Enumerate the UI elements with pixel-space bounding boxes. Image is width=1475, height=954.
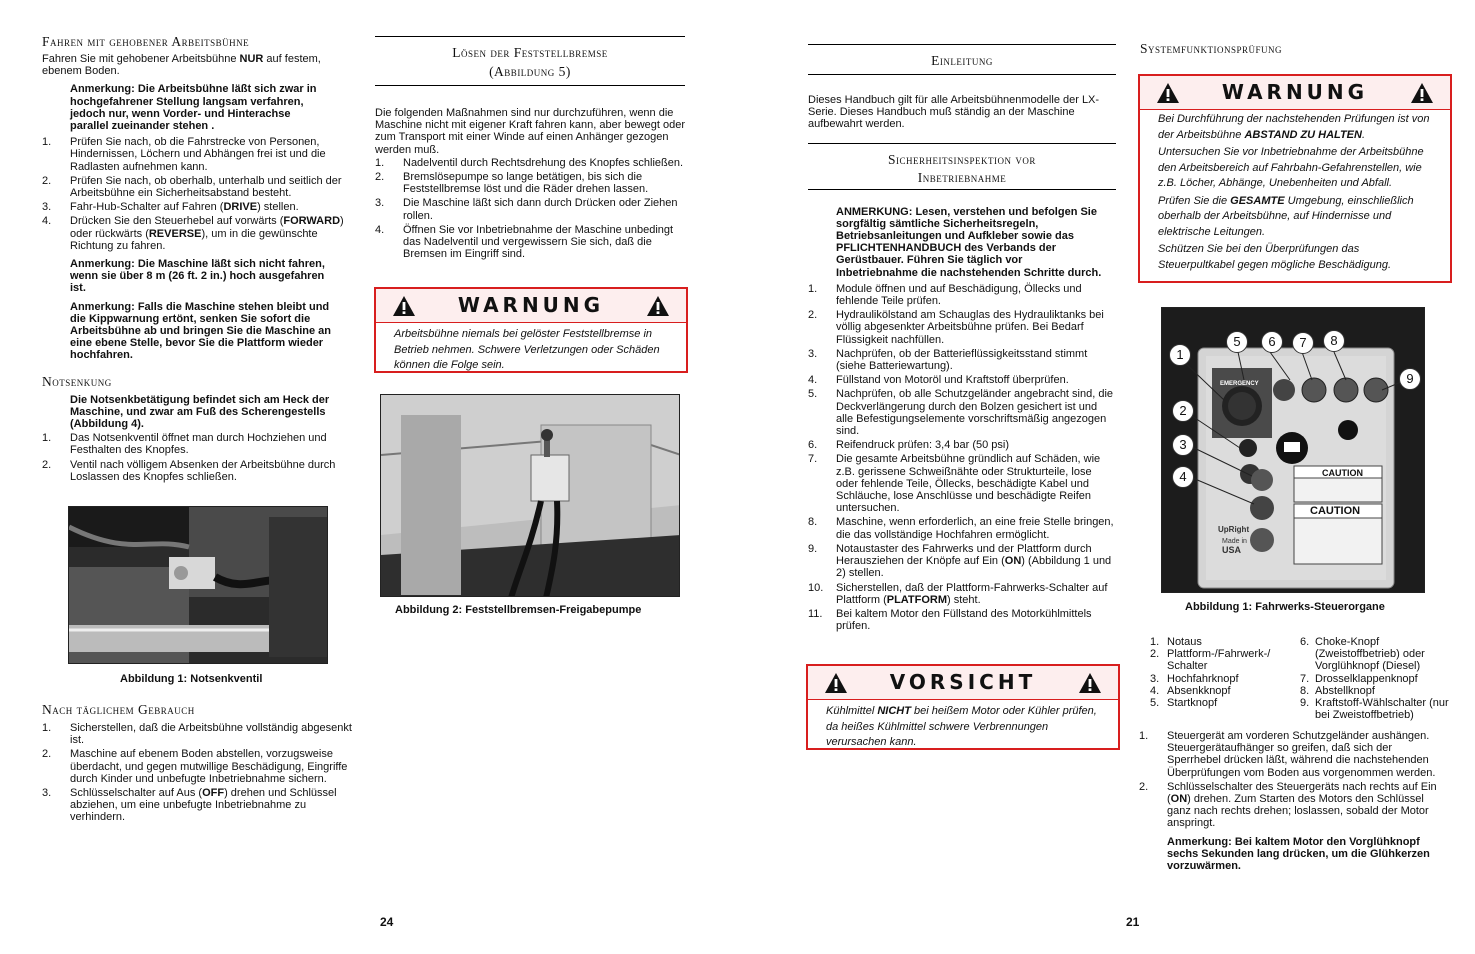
heading-nach-gebrauch: Nach täglichem Gebrauch [42,702,195,717]
caution-text: Kühlmittel NICHT bei heißem Motor oder Kühler prüfen, da heißes Kühlmittel schwere Verbrennungen verursachen kann. [826,705,1097,748]
warning-box-system [1138,74,1452,283]
list-item: 5. Nachprüfen, ob alle Schutzgeländer angebracht sind, die Deckverlängerung durch den Bolzen gesichert ist und alle Befestigungselemente vorschriftsmäßig angezogen sind. [808,388,1114,438]
right-column-2-bottom [1139,730,1447,872]
callout-8: 8 [1323,330,1345,352]
list-item: 6. Reifendruck prüfen: 3,4 bar (50 psi) [808,439,1010,452]
caption-notsenkventil: Abbildung 1: Notsenkventil [120,673,263,685]
legend-item: 7. Drosselklappenknopf [1300,672,1418,685]
list-item: 1. Prüfen Sie nach, ob die Fahrstrecke von Personen, Hindernissen, Löchern und Abhängen frei ist und die Radlasten aufnehmen kann. [42,136,326,173]
legend-item: 5. Startknopf [1150,697,1218,710]
heading-systemfunktion: Systemfunktionsprüfung [1140,41,1283,56]
caption-bremsfreigabepumpe: Abbildung 2: Feststellbremsen-Freigabepumpe [395,604,642,616]
callout-7: 7 [1292,332,1314,354]
fahren-note-3: Anmerkung: Falls die Maschine stehen bleibt und die Kippwarnung ertönt, senken Sie sofort die Arbeitsbühne ab und bringen Sie die Maschine an eine ebene Stelle, bevor Sie die Plattform wieder hochfahren. [70,300,331,362]
inspektion-note: ANMERKUNG: Lesen, verstehen und befolgen Sie sorgfältig sämtliche Sicherheitsregeln, Betriebsanleitungen und Aufkleber sowie das PFLICHTENHANDBUCH des Verbands der Gerüstbauer. Führen Sie täglich vor Inbetriebnahme die nachstehenden Schritte durch. [836,205,1102,279]
list-item: 1. Steuergerät am vorderen Schutzgeländer aushängen. Steuergerätaufhänger so greifen, daß sich der Sperrhebel drücken läßt, während die nachstehenden Überprüfungen vom Boden aus vorgenommen werden. [1139,730,1436,779]
right-column-1 [808,44,1116,632]
legend-left [1150,636,1290,709]
list-item: 1. Das Notsenkventil öffnet man durch Hochziehen und Festhalten des Knopfes. [42,432,327,457]
caution-label-1: CAUTION [1322,468,1363,478]
photo-notsenkventil [68,506,328,664]
legend-item: 6. Choke-Knopf (Zweistoffbetrieb) oder Vorglühknopf (Diesel) [1300,636,1425,673]
fahren-note-1: Anmerkung: Die Arbeitsbühne läßt sich zwar in hochgefahrener Stellung langsam verfahren, jedoch nur, wenn Vorder- und Hinterachse parallel zueinander stehen . [70,83,317,133]
heading-loesen: Lösen der Feststellbremse (Abbildung 5) [452,45,608,79]
list-item: 2. Bremslösepumpe so lange betätigen, bis sich die Feststellbremse löst und die Räder drehen lassen. [375,171,649,196]
warning-triangle-icon [392,295,416,317]
list-item: 1. Nadelventil durch Rechtsdrehung des Knopfes schließen. [375,156,684,169]
caution-box [806,664,1120,750]
list-item: 3. Fahr-Hub-Schalter auf Fahren (DRIVE) stellen. [42,201,299,214]
callout-5: 5 [1226,331,1248,353]
heading-inspektion: Sicherheitsinspektion vor Inbetriebnahme [888,151,1036,185]
caution-label-2: CAUTION [1310,505,1361,517]
warning-triangle-icon [1156,82,1180,104]
list-item: 11. Bei kaltem Motor den Füllstand des Motorkühlmittels prüfen. [808,607,1092,633]
list-item: 10. Sicherstellen, daß der Plattform-Fahrwerks-Schalter auf Plattform (PLATFORM) steht. [808,581,1108,606]
photo-bremsfreigabepumpe [380,394,680,597]
divider [808,74,1116,75]
usa-label: USA [1222,545,1242,555]
page-number-left: 24 [380,915,394,929]
warning-text: Bei Durchführung der nachstehenden Prüfungen ist von der Arbeitsbühne ABSTAND ZU HALTEN. Untersuchen Sie vor Inbetriebnahme der Arbeitsbühne den Arbeitsbereich auf Fahrbahn-Gefahrenstellen, wie z.B. Löcher, Abhänge, Unebenheiten und Abfall. Prüfen Sie die GESAMTE Umgebung, einschließlich oberhalb der Arbeitsbühne, auf Hindernisse und elektrische Leitungen. Schützen Sie bei den Überprüfungen das Steuerpultkabel gegen mögliche Beschädigung. [1158,113,1430,271]
list-item: 7. Die gesamte Arbeitsbühne gründlich auf Schäden, wie z.B. gerissene Schweißnähte oder Strukturteile, lose oder fehlende Teile, Öllecks, beschädigte Kabel und Schläuche, lose Anschlüsse und beschädigte Reifen untersuchen. [808,453,1101,515]
warning-box-loesen [374,287,688,373]
heading-notsenkung: Notsenkung [42,373,112,389]
heading-fahren: Fahren mit gehobener Arbeitsbühne [42,34,250,49]
callout-2: 2 [1172,400,1194,422]
callout-3: 3 [1172,434,1194,456]
warning-triangle-icon [824,672,848,694]
emergency-label: EMERGENCY [1220,381,1259,387]
list-item: 2. Prüfen Sie nach, ob oberhalb, unterhalb und seitlich der Arbeitsbühne ein Sicherheitsabstand besteht. [42,174,342,200]
warning-text: Arbeitsbühne niemals bei gelöster Feststellbremse in Betrieb nehmen. Schwere Verletzungen oder Schäden können die Folge sein. [394,328,660,371]
divider [808,44,1116,45]
list-item: 3. Die Maschine läßt sich dann durch Drücken oder Ziehen rollen. [375,197,678,222]
notsenkung-note: Die Notsenkbetätigung befindet sich am Heck der Maschine, und zwar am Fuß des Scherengestells (Abbildung 4). [70,393,330,431]
warning-triangle-icon [646,295,670,317]
callout-6: 6 [1261,331,1283,353]
left-column-1 [42,34,352,483]
list-item: 4. Öffnen Sie vor Inbetriebnahme der Maschine unbedingt das Nadelventil und vergewissern Sie sich, daß die Bremsen im Eingriff sind. [375,223,674,261]
list-item: 2. Schlüsselschalter des Steuergeräts nach rechts auf Ein (ON) drehen. Zum Starten des Motors den Schlüssel ganz nach rechts drehen; loslassen, sobald der Motor anspringt. [1139,780,1437,830]
list-item: 2. Ventil nach völligem Absenken der Arbeitsbühne durch Loslassen des Knopfes schließen. [42,458,336,483]
legend-item: 4. Absenkknopf [1150,684,1231,697]
legend-item: 3. Hochfahrknopf [1150,672,1239,685]
caption-steuerorgane: Abbildung 1: Fahrwerks-Steuerorgane [1185,601,1385,613]
page-number-right: 21 [1126,915,1140,929]
legend-item: 9. Kraftstoff-Wählschalter (nur bei Zweistoffbetrieb) [1300,697,1449,722]
list-item: 4. Füllstand von Motoröl und Kraftstoff überprüfen. [808,374,1069,387]
heading-einleitung: Einleitung [931,53,993,68]
einleitung-text: Dieses Handbuch gilt für alle Arbeitsbühnenmodelle der LX-Serie. Dieses Handbuch muß ständig an der Maschine aufbewahrt werden. [808,94,1100,131]
warning-triangle-icon [1078,672,1102,694]
list-item: 3. Schlüsselschalter auf Aus (OFF) drehen und Schlüssel abziehen, um eine unbefugte Inbetriebnahme zu verhindern. [42,787,337,824]
legend-item: 2. Plattform-/Fahrwerk-/ Schalter [1150,648,1271,673]
left-column-1-bottom [42,702,352,824]
divider [808,189,1116,190]
left-column-2 [375,36,685,260]
divider [375,85,685,86]
callout-4: 4 [1172,466,1194,488]
fahren-note-2: Anmerkung: Die Maschine läßt sich nicht fahren, wenn sie über 8 m (26 ft. 2 in.) hoch ausgefahren ist. [70,258,325,295]
legend-item: 1. Notaus [1150,636,1202,648]
divider [808,143,1116,144]
list-item: 3. Nachprüfen, ob der Batterieflüssigkeitsstand stimmt (siehe Batteriewartung). [808,347,1088,373]
legend-item: 8. Abstellknopf [1300,684,1375,697]
system-note: Anmerkung: Bei kaltem Motor den Vorglühknopf sechs Sekunden lang drücken, um die Glühkerzen vorzuwärmen. [1167,835,1430,873]
loesen-intro: Die folgenden Maßnahmen sind nur durchzuführen, wenn die Maschine nicht mit eigener Kraft fahren kann, aber bewegt oder zum Transport mit einer Winde auf einen Anhänger gezogen werden muß. [375,107,686,156]
callout-9: 9 [1399,368,1421,390]
list-item: 9. Notaustaster des Fahrwerks und der Plattform durch Herausziehen der Knöpfe auf Ein (ON) (Abbildung 1 und 2) stellen. [808,542,1112,580]
caution-label: VORSICHT [889,670,1037,695]
made-in-label: Made in [1222,538,1247,545]
warning-label: WARNUNG [457,293,605,318]
list-item: 2. Maschine auf ebenem Boden abstellen, vorzugsweise überdacht, und gegen mutwillige Beschädigung, Eingriffe durch Kinder und unbefugte Inbetriebnahme sichern. [42,748,348,785]
fahren-intro: Fahren Sie mit gehobener Arbeitsbühne NUR auf festem, ebenem Boden. [42,53,321,78]
list-item: 2. Hydraulikölstand am Schauglas des Hydrauliktanks bei völlig abgesenkter Arbeitsbühne prüfen. Bei Bedarf Flüssigkeit nachfüllen. [808,309,1104,346]
brand-label: UpRight [1218,525,1250,534]
list-item: 4. Drücken Sie den Steuerhebel auf vorwärts (FORWARD) oder rückwärts (REVERSE), um in die gewünschte Richtung zu fahren. [42,215,344,252]
legend-right [1300,636,1450,721]
warning-triangle-icon [1410,82,1434,104]
list-item: 8. Maschine, wenn erforderlich, an eine freie Stelle bringen, die das vollständige Hochfahren ermöglicht. [808,516,1114,541]
callout-1: 1 [1169,344,1191,366]
divider [375,36,685,37]
photo-steuerorgane [1161,307,1425,593]
warning-label: WARNUNG [1221,80,1369,105]
list-item: 1. Module öffnen und auf Beschädigung, Öllecks und fehlende Teile prüfen. [808,282,1082,308]
list-item: 1. Sicherstellen, daß die Arbeitsbühne vollständig abgesenkt ist. [42,722,352,747]
